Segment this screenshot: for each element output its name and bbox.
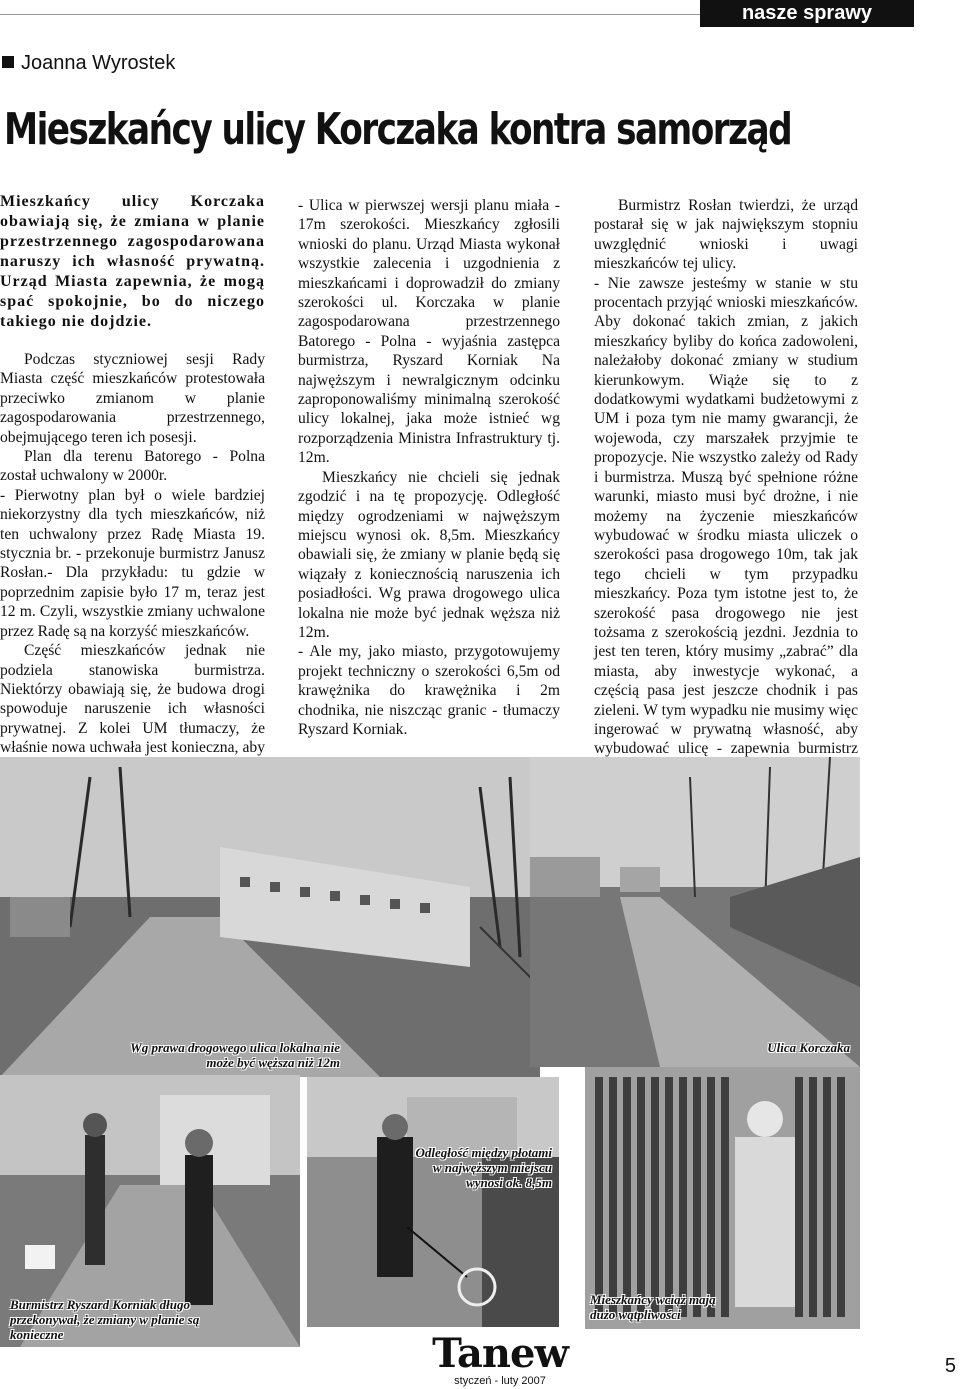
masthead-logo: Tanew <box>432 1330 568 1377</box>
photo-caption: Ulica Korczaka <box>767 1040 850 1055</box>
paragraph: Mieszkańcy nie chcieli się jednak zgodzić i na tę propozycję. Odległość między ogrodzeniami w najwęższym miejscu wynosi ok. 8,5m. Mieszkańcy obawiali się, że zmiany w planie będą się wiązały z koniecznością naruszenia ich posiadłości. Wg prawa drogowego ulica lokalna nie może być jednak węższa niż 12m. <box>298 468 560 641</box>
author-name: Joanna Wyrostek <box>21 52 176 74</box>
photo-korczaka-street <box>530 757 860 1067</box>
photo-road-blocks <box>0 757 540 1077</box>
paragraph: Część mieszkańców jednak nie podziela stanowiska burmistrza. Niektórzy obawiają się, że budowa drogi spowoduje naruszenie ich własności prywatnej. Z kolei UM tłumaczy, że właśnie nowa uchwała jest konieczna, aby <box>0 642 265 757</box>
photo-korczaka-street-image <box>530 757 860 1067</box>
paragraph: - Nie zawsze jesteśmy w stanie w stu procentach przyjąć wnioski mieszkańców. Aby dokonać takich zmian, z jakich mieszkańcy byliby do końca zadowoleni, należałoby dokonać zmiany w studium kierunkowym. Wiąże się to z dodatkowymi wydatkami budżetowymi z UM i poza tym nie mamy gwarancji, że wojewoda, czy marszałek przyjmie te propozycje. Nie wszystko zależy od Rady i burmistrza. Muszą być spełnione różne warunki, miasto musi być drożne, i nie możemy na życzenie mieszkańców wybudować w środku miasta uliczek o szerokości pasa drogowego 10m, tak jak tego chcieli w tym przypadku mieszkańcy. Poza tym istotne jest to, że szerokość pasa drogowego nie jest tożsama z szerokością jezdni. Jezdnia to jest ten teren, który musimy „zabrać” dla miasta, aby inwestycje wykonać, a częścią pasa jest jeszcze chodnik i pas zieleni. W tym wypadku nie musimy więc ingerować w prywatną własność, aby wybudować ulicę - zapewnia burmistrz <box>594 274 858 758</box>
paragraph: Plan dla terenu Batorego - Polna został uchwalony w 2000r. <box>0 448 265 485</box>
article-column-2 <box>298 196 560 739</box>
photo-resident-fence <box>585 1067 860 1329</box>
issue-date: styczeń - luty 2007 <box>454 1375 546 1387</box>
paragraph: Podczas styczniowej sesji Rady Miasta część mieszkańców protestowała przeciwko zmianom w planie zagospodarowania przestrzennego, obejmującego teren ich posesji. <box>0 351 265 446</box>
photo-caption: Burmistrz Ryszard Korniak długo przekonywał, że zmiany w planie są konieczne <box>10 1297 200 1342</box>
paragraph: - Pierwotny plan był o wiele bardziej niekorzystny dla tych mieszkańców, niż ten uchwalony przez Radę Miasta 19. stycznia br. - przekonuje burmistrz Janusz Rosłan.- Dla przykładu: tu gdzie w poprzednim zapisie było 17 m, teraz jest 12 m. Czyli, wszystkie zmiany uchwalone przez Radę są na korzyść mieszkańców. <box>0 486 265 640</box>
photo-caption: Mieszkańcy wciąż mają dużo wątpliwości <box>590 1292 716 1322</box>
article-column-1 <box>0 192 265 777</box>
photo-measuring <box>307 1077 559 1327</box>
article-headline: Mieszkańcy ulicy Korczaka kontra samorząd <box>4 104 792 155</box>
article-lead: Mieszkańcy ulicy Korczaka obawiają się, że zmiana w planie przestrzennego zagospodarowana naruszy ich własność prywatną. Urząd Miasta zapewnia, że mogą spać spokojnie, bo do niczego takiego nie dojdzie. <box>0 193 265 330</box>
photo-resident-fence-image <box>585 1067 860 1329</box>
bullet-square-icon <box>2 56 14 68</box>
photo-measuring-image <box>307 1077 559 1327</box>
paragraph: - Ulica w pierwszej wersji planu miała - 17m szerokości. Mieszkańcy zgłosili wnioski do planu. Urząd Miasta wykonał wszystkie zalecenia i uzgodnienia z mieszkańcami i doprowadził do zmiany szerokości ul. Korczaka w planie zagospodarowana przestrzennego Batorego - Polna - wyjaśnia zastępca burmistrza, Ryszard Korniak Na najwęższym i newralgicznym odcinku zaproponowaliśmy minimalną szerokość ulicy lokalnej, jaka może istnieć wg rozporządzenia Ministra Infrastruktury tj. 12m. <box>298 197 560 467</box>
photo-mayor-walking <box>0 1075 300 1347</box>
paragraph: Burmistrz Rosłan twierdzi, że urząd postarał się w jak największym stopniu uwzględnić wnioski i uwagi mieszkańców tej ulicy. <box>594 197 858 273</box>
paragraph: - Ale my, jako miasto, przygotowujemy projekt techniczny o szerokości 6,5m od krawężnika do krawężnika i 2m chodnika, nie niszcząc granic - tłumaczy Ryszard Korniak. <box>298 643 560 738</box>
page-number: 5 <box>944 1355 956 1377</box>
article-column-3 <box>594 196 858 778</box>
section-tag: nasze sprawy <box>700 0 914 27</box>
photo-caption: Odległość między płotami w najwęższym miejscu wynosi ok. 8,5m <box>415 1145 552 1190</box>
author-byline <box>2 52 175 75</box>
photo-road-blocks-image <box>0 757 540 1077</box>
photo-caption: Wg prawa drogowego ulica lokalna nie może być węższa niż 12m <box>130 1040 340 1070</box>
